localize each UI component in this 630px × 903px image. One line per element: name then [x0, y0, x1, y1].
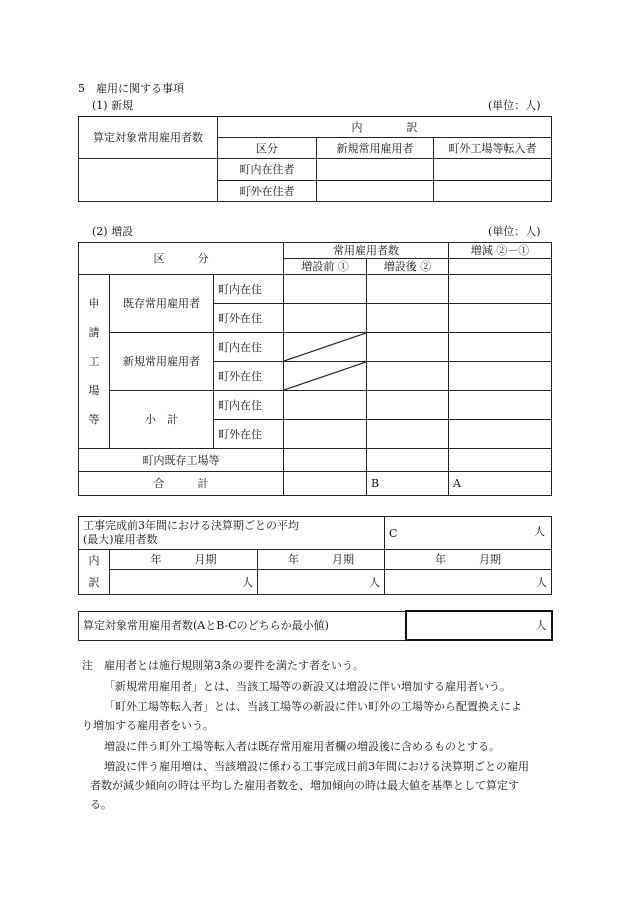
new-inside-transfer-cell[interactable] — [434, 159, 552, 181]
new-section-unit: (単位：人) — [488, 99, 541, 112]
exp-subtotal-inside-label: 町内在住 — [214, 391, 284, 420]
exp-before-header: 増設前 ① — [284, 259, 367, 275]
exp-existing-factory-change[interactable] — [449, 449, 552, 472]
exp-vertical-label: 申 請 工 場 等 — [79, 275, 110, 449]
note-line-5: 増設に伴う町外工場等転入者は既存常用雇用者欄の増設後に含めるものとする。 — [104, 740, 500, 753]
expansion-section-title: (2) 増設 — [92, 225, 134, 238]
exp-existing-inside-after[interactable] — [367, 275, 449, 304]
exp-subtotal-inside-after[interactable] — [367, 391, 449, 420]
exp-new-inside-change[interactable] — [449, 333, 552, 362]
average-count-2[interactable]: 人 — [258, 570, 385, 595]
exp-new-label: 新規常用雇用者 — [110, 333, 214, 391]
new-target-header: 算定対象常用雇用者数 — [79, 117, 218, 159]
note-line-6: 増設に伴う雇用増は、当該増設に係わる工事完成日前3年間における決算期ごとの雇用 — [104, 760, 529, 773]
exp-existing-factory-after[interactable] — [367, 449, 449, 472]
expansion-section-unit: (単位：人) — [488, 225, 541, 238]
note-line-8: る。 — [90, 798, 112, 811]
exp-subtotal-outside-label: 町外在住 — [214, 420, 284, 449]
average-label: 工事完成前3年間における決算期ごとの平均 (最大)雇用者数 — [79, 517, 385, 550]
exp-existing-inside-label: 町内在住 — [214, 275, 284, 304]
note-line-1: 注 雇用者とは施行規則第3条の要件を満たす者をいう。 — [82, 659, 364, 672]
average-period-3[interactable]: 年 月期 — [385, 550, 552, 570]
exp-change-subheader-cell — [449, 259, 552, 275]
exp-new-outside-label: 町外在住 — [214, 362, 284, 391]
exp-existing-factory-before[interactable] — [284, 449, 367, 472]
exp-new-inside-label: 町内在住 — [214, 333, 284, 362]
note-line-7: 者数が減少傾向の時は平均した雇用者数を、増加傾向の時は最大値を基準として算定す — [90, 779, 519, 792]
note-line-2: 「新規常用雇用者」とは、当該工場等の新設又は増設に伴い増加する雇用者いう。 — [104, 680, 511, 693]
exp-total-after-b[interactable]: B — [367, 472, 449, 496]
exp-existing-outside-label: 町外在住 — [214, 304, 284, 333]
exp-existing-outside-before[interactable] — [284, 304, 367, 333]
exp-new-inside-after[interactable] — [367, 333, 449, 362]
exp-total-before[interactable] — [284, 472, 367, 496]
exp-change-header: 増減 ②－① — [449, 243, 552, 259]
diagonal-line — [284, 333, 366, 361]
new-outside-transfer-cell[interactable] — [434, 181, 552, 202]
note-line-3: 「町外工場等転入者」とは、当該工場等の新設に伴い町外の工場等から配置換えによ — [104, 700, 522, 713]
average-period-2[interactable]: 年 月期 — [258, 550, 385, 570]
exp-new-outside-before-crossed — [284, 362, 367, 391]
new-target-cell[interactable] — [79, 159, 218, 202]
target-label: 算定対象常用雇用者数(AとB-Cのどちらか最小値) — [79, 611, 406, 640]
exp-new-outside-after[interactable] — [367, 362, 449, 391]
exp-existing-inside-change[interactable] — [449, 275, 552, 304]
new-category-header: 区分 — [218, 138, 317, 159]
exp-existing-label: 既存常用雇用者 — [110, 275, 214, 333]
new-inside-newhire-cell[interactable] — [317, 159, 434, 181]
average-employees-table — [78, 516, 552, 595]
diagonal-line — [284, 362, 366, 390]
exp-subtotal-label: 小 計 — [110, 391, 214, 449]
exp-existing-inside-before[interactable] — [284, 275, 367, 304]
new-row-outside-label: 町外在住者 — [218, 181, 317, 202]
exp-existing-factory-label: 町内既存工場等 — [79, 449, 284, 472]
exp-category-header: 区 分 — [79, 243, 284, 275]
target-employees-table — [78, 610, 553, 641]
average-count-3[interactable]: 人 — [385, 570, 552, 595]
exp-new-inside-before-crossed — [284, 333, 367, 362]
new-section-title: (1) 新規 — [92, 99, 134, 112]
average-count-1[interactable]: 人 — [110, 570, 258, 595]
exp-regular-header: 常用雇用者数 — [284, 243, 449, 259]
target-value-cell[interactable]: 人 — [406, 611, 552, 640]
average-breakdown-label: 内 訳 — [79, 550, 110, 595]
new-outside-newhire-cell[interactable] — [317, 181, 434, 202]
exp-new-outside-change[interactable] — [449, 362, 552, 391]
average-c-cell[interactable] — [385, 517, 552, 550]
exp-subtotal-outside-change[interactable] — [449, 420, 552, 449]
exp-subtotal-outside-before[interactable] — [284, 420, 367, 449]
exp-subtotal-outside-after[interactable] — [367, 420, 449, 449]
exp-subtotal-inside-change[interactable] — [449, 391, 552, 420]
exp-total-change-a[interactable]: A — [449, 472, 552, 496]
note-line-4: り増加する雇用者をいう。 — [82, 719, 214, 732]
exp-subtotal-inside-before[interactable] — [284, 391, 367, 420]
new-employment-table — [78, 116, 552, 202]
new-hire-header: 新規常用雇用者 — [317, 138, 434, 159]
exp-existing-outside-change[interactable] — [449, 304, 552, 333]
exp-total-label: 合 計 — [79, 472, 284, 496]
new-transfer-header: 町外工場等転入者 — [434, 138, 552, 159]
average-period-1[interactable]: 年 月期 — [110, 550, 258, 570]
exp-after-header: 増設後 ② — [367, 259, 449, 275]
new-row-inside-label: 町内在住者 — [218, 159, 317, 181]
new-breakdown-header: 内 訳 — [218, 117, 552, 138]
average-unit: 人 — [534, 525, 545, 538]
expansion-employment-table — [78, 242, 552, 496]
exp-existing-outside-after[interactable] — [367, 304, 449, 333]
section-title: 5 雇用に関する事項 — [78, 82, 184, 95]
average-mark-c: C — [389, 526, 398, 540]
